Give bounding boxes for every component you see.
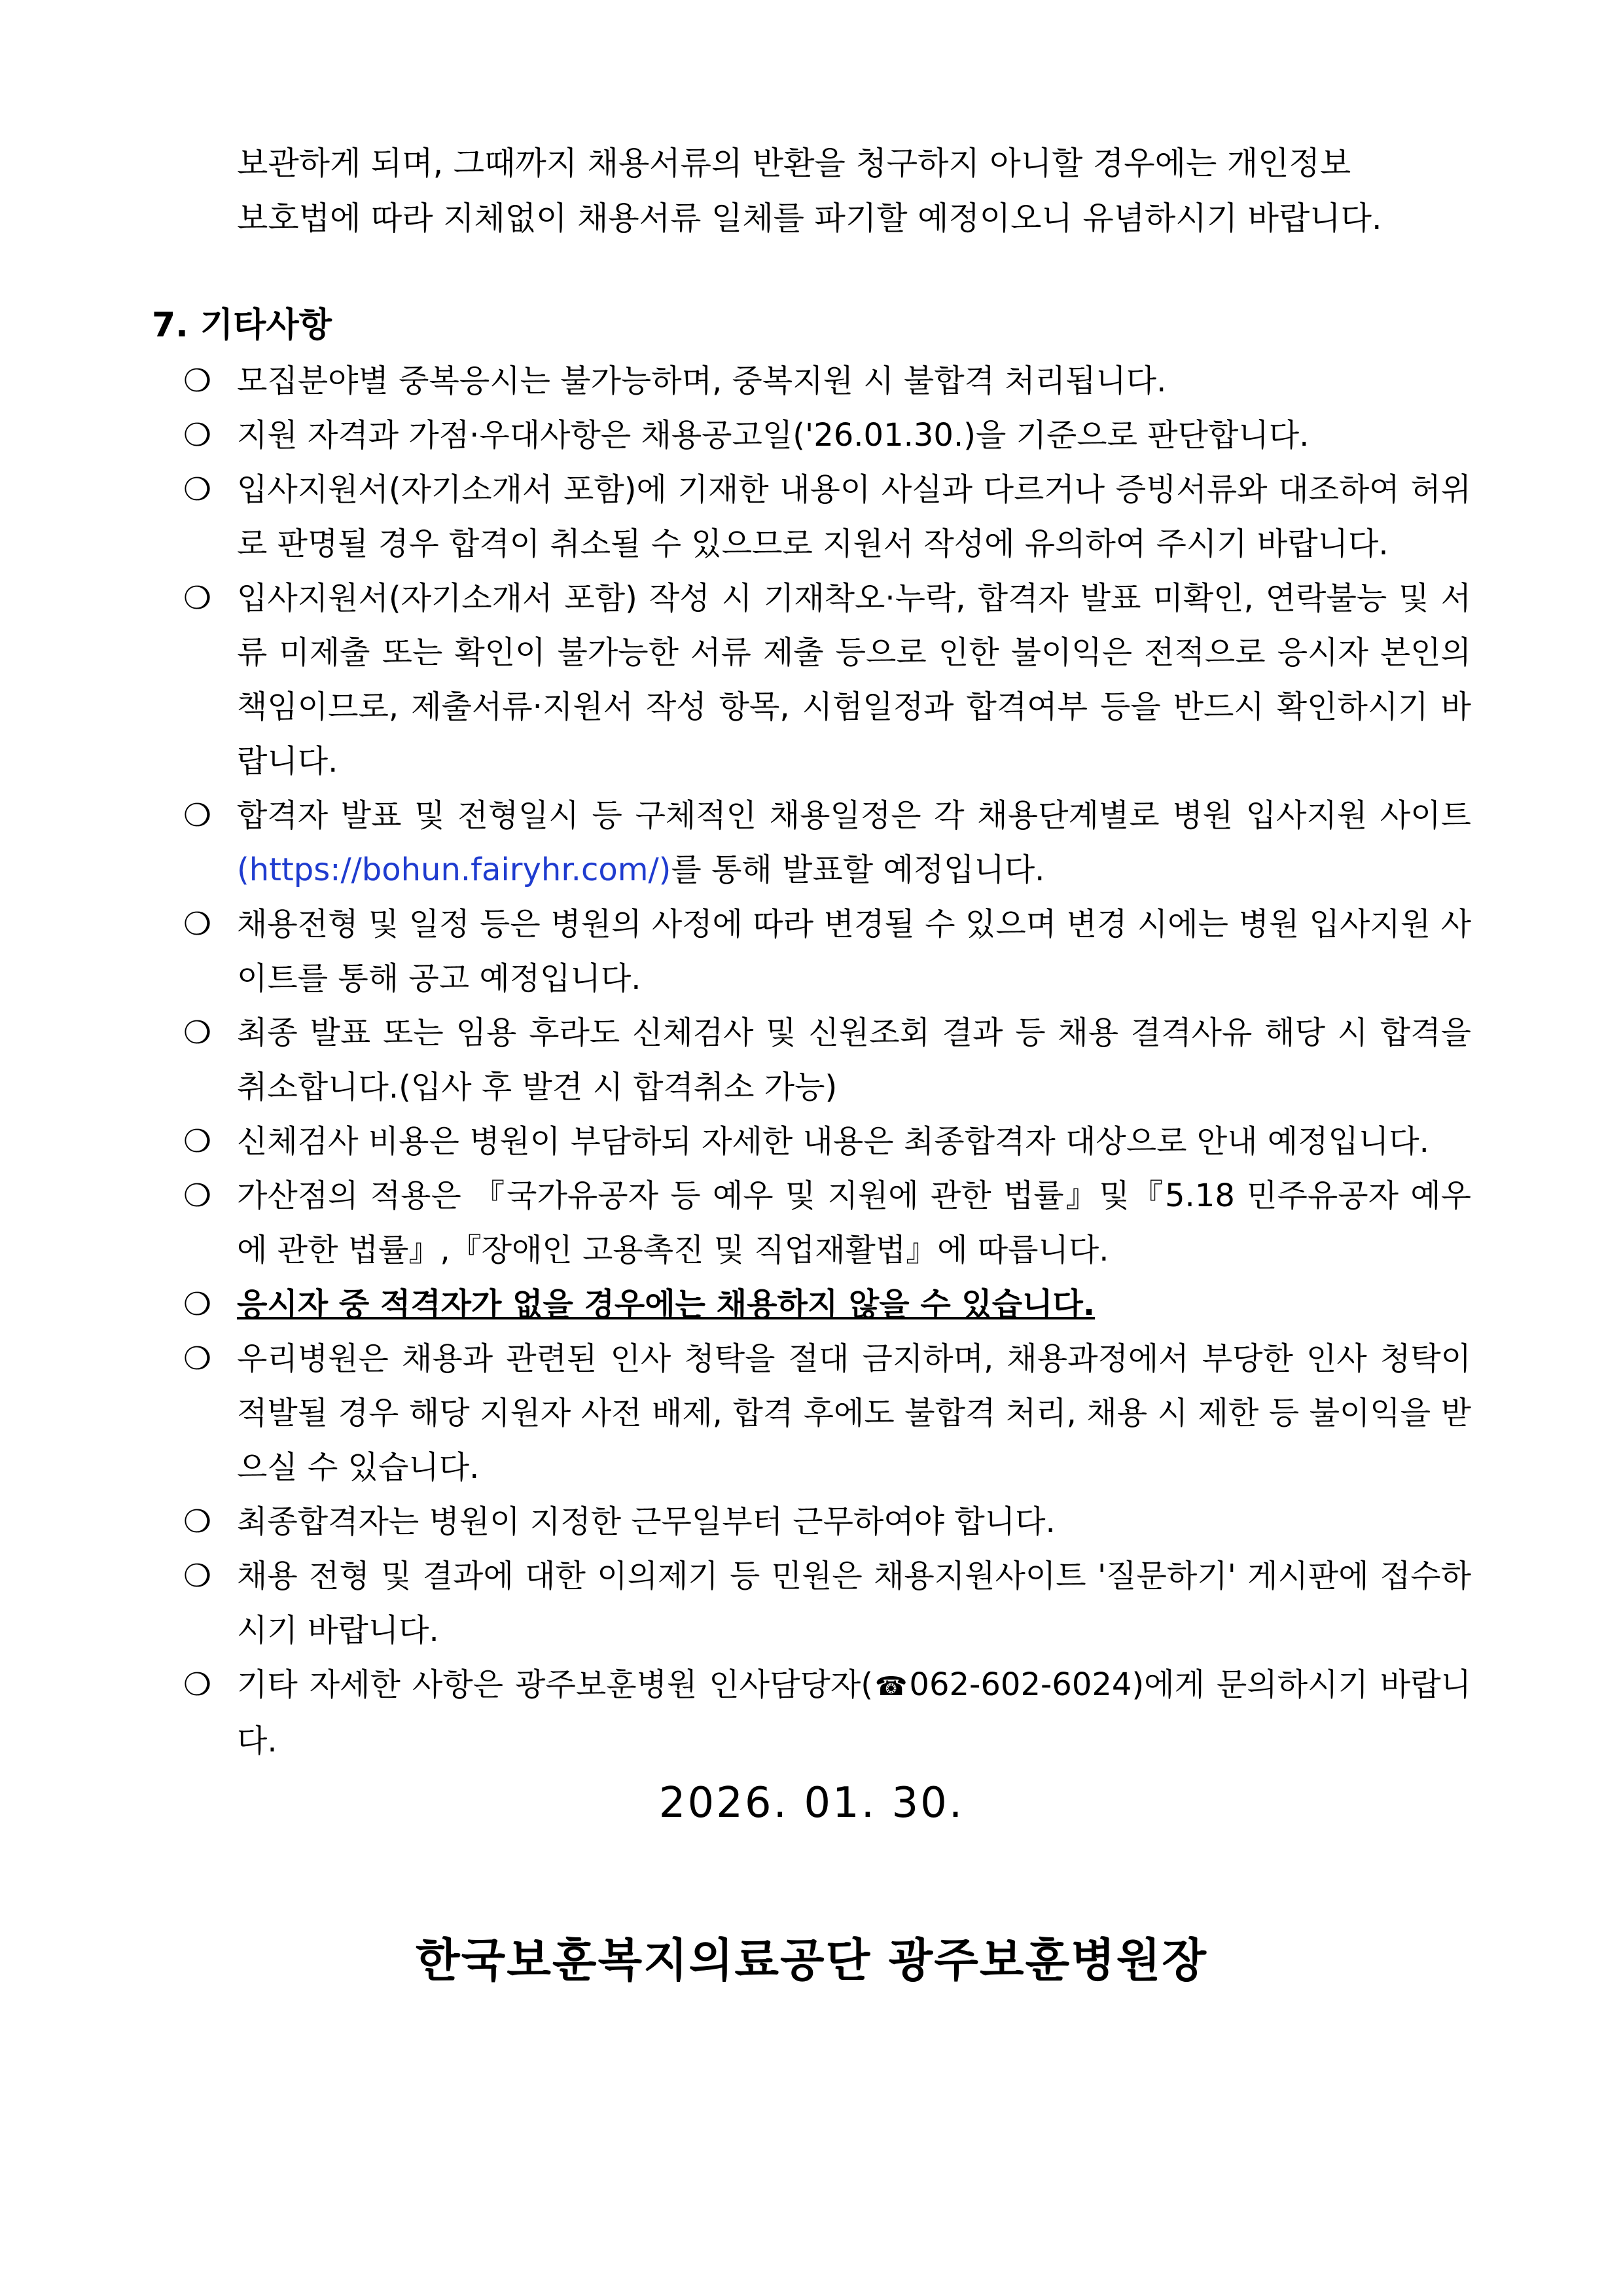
- circle-bullet-icon: ❍: [183, 797, 212, 834]
- list-item-text: 입사지원서(자기소개서 포함)에 기재한 내용이 사실과 다르거나 증빙서류와 대조하여 허위로 판명될 경우 합격이 취소될 수 있으므로 지원서 작성에 유의하여 주시기 바랍니다.: [237, 471, 1471, 562]
- list-item-text: 합격자 발표 및 전형일시 등 구체적인 채용일정은 각 채용단계별로 병원 입사지원 사이트: [237, 797, 1471, 834]
- lead-paragraph-line-2: 보호법에 따라 지체없이 채용서류 일체를 파기할 예정이오니 유념하시기 바랍니다.: [237, 200, 1382, 237]
- list-item: [183, 571, 1471, 789]
- section-title: 7. 기타사항: [152, 306, 332, 345]
- list-item-text: 우리병원은 채용과 관련된 인사 청탁을 절대 금지하며, 채용과정에서 부당한 인사 청탁이 적발될 경우 해당 지원자 사전 배제, 합격 후에도 불합격 처리, 채용 시 제한 등 불이익을 받으실 수 있습니다.: [237, 1340, 1471, 1486]
- list-item-text: 기타 자세한 사항은 광주보훈병원 인사담당자(: [237, 1666, 873, 1703]
- list-item: [183, 1332, 1471, 1495]
- list-item: [183, 897, 1471, 1006]
- list-item-text: 를 통해 발표할 예정입니다.: [671, 852, 1045, 888]
- notice-list: [183, 354, 1471, 1768]
- list-item-text: 신체검사 비용은 병원이 부담하되 자세한 내용은 최종합격자 대상으로 안내 예정입니다.: [237, 1123, 1429, 1160]
- list-item: [183, 1006, 1471, 1115]
- list-item: [183, 1169, 1471, 1278]
- circle-bullet-icon: ❍: [183, 1286, 212, 1323]
- list-item-text: 가산점의 적용은 『국가유공자 등 예우 및 지원에 관한 법률』및『5.18 민주유공자 예우에 관한 법률』,『장애인 고용촉진 및 직업재활법』에 따릅니다.: [237, 1177, 1471, 1268]
- list-item: [183, 463, 1471, 571]
- list-item-text: 응시자 중 적격자가 없을 경우에는 채용하지 않을 수 있습니다.: [237, 1286, 1096, 1323]
- recruitment-site-link[interactable]: (https://bohun.fairyhr.com/): [237, 852, 671, 888]
- circle-bullet-icon: ❍: [183, 471, 212, 508]
- list-item: [183, 1549, 1471, 1658]
- list-item: [183, 354, 1471, 408]
- circle-bullet-icon: ❍: [183, 1123, 212, 1160]
- list-item: [183, 408, 1471, 463]
- list-item: [183, 1115, 1471, 1169]
- list-item-text: 모집분야별 중복응시는 불가능하며, 중복지원 시 불합격 처리됩니다.: [237, 363, 1167, 399]
- lead-paragraph-line-1: 보관하게 되며, 그때까지 채용서류의 반환을 청구하지 아니할 경우에는 개인정보: [237, 145, 1351, 182]
- circle-bullet-icon: ❍: [183, 1340, 212, 1377]
- circle-bullet-icon: ❍: [183, 1666, 212, 1703]
- circle-bullet-icon: ❍: [183, 580, 212, 617]
- circle-bullet-icon: ❍: [183, 1014, 212, 1051]
- list-item-text: 지원 자격과 가점·우대사항은 채용공고일('26.01.30.)을 기준으로 판단합니다.: [237, 417, 1310, 454]
- phone-icon: ☎: [872, 1672, 910, 1702]
- circle-bullet-icon: ❍: [183, 1503, 212, 1540]
- document-date: 2026. 01. 30.: [658, 1779, 965, 1827]
- list-item: [183, 1658, 1471, 1768]
- list-item: [183, 789, 1471, 897]
- list-item-emphasized: [183, 1278, 1471, 1332]
- issuing-organization: 한국보훈복지의료공단 광주보훈병원장: [416, 1933, 1207, 1987]
- list-item-text: 최종 발표 또는 임용 후라도 신체검사 및 신원조회 결과 등 채용 결격사유 해당 시 합격을 취소합니다.(입사 후 발견 시 합격취소 가능): [237, 1014, 1471, 1105]
- list-item: [183, 1495, 1471, 1549]
- circle-bullet-icon: ❍: [183, 363, 212, 399]
- circle-bullet-icon: ❍: [183, 906, 212, 942]
- circle-bullet-icon: ❍: [183, 1177, 212, 1214]
- list-item-text: 입사지원서(자기소개서 포함) 작성 시 기재착오·누락, 합격자 발표 미확인, 연락불능 및 서류 미제출 또는 확인이 불가능한 서류 제출 등으로 인한 불이익은 전적으로 응시자 본인의 책임이므로, 제출서류·지원서 작성 항목, 시험일정과 합격여부 등을 반드시 확인하시기 바랍니다.: [237, 580, 1471, 780]
- list-item-text: 채용전형 및 일정 등은 병원의 사정에 따라 변경될 수 있으며 변경 시에는 병원 입사지원 사이트를 통해 공고 예정입니다.: [237, 906, 1471, 997]
- circle-bullet-icon: ❍: [183, 417, 212, 454]
- list-item-text: 최종합격자는 병원이 지정한 근무일부터 근무하여야 합니다.: [237, 1503, 1056, 1540]
- circle-bullet-icon: ❍: [183, 1558, 212, 1594]
- list-item-text: 062-602-6024)에게 문의하시기 바랍니다.: [237, 1666, 1471, 1759]
- list-item-text: 채용 전형 및 결과에 대한 이의제기 등 민원은 채용지원사이트 '질문하기' 게시판에 접수하시기 바랍니다.: [237, 1558, 1471, 1649]
